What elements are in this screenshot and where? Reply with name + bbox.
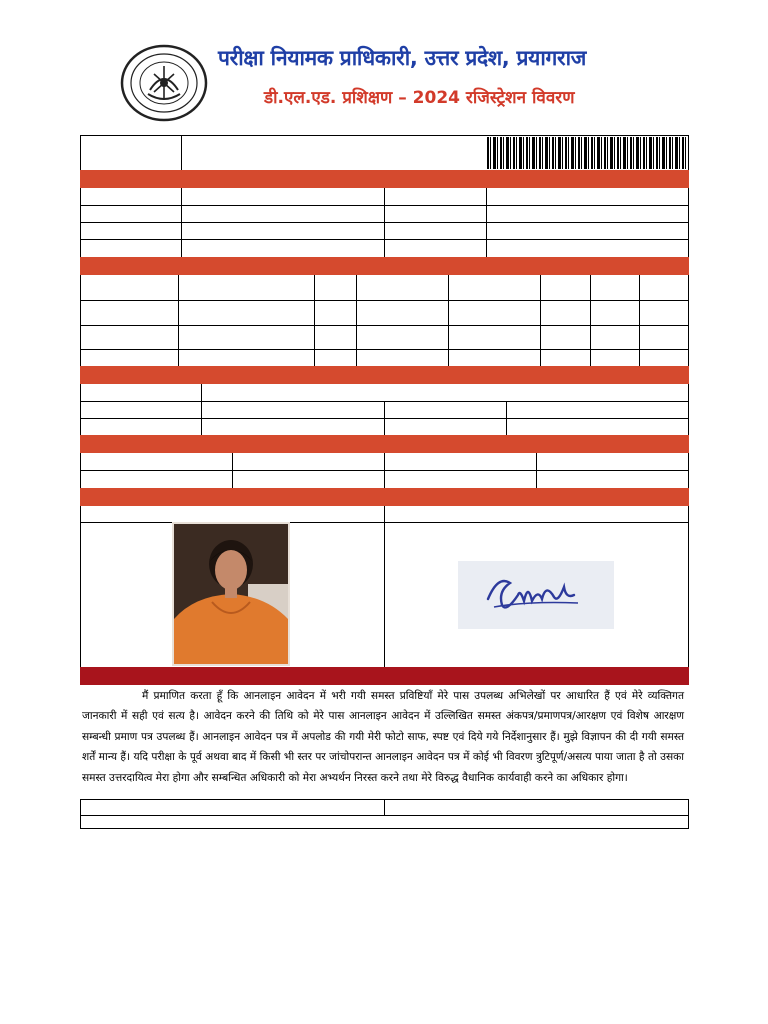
section-band-4 [80,435,689,453]
section-band-1 [80,170,689,188]
page-subtitle: डी.एल.एड. प्रशिक्षण – 2024 रजिस्ट्रेशन विवरण [264,88,575,108]
applicant-signature [458,561,614,629]
up-state-emblem-icon [120,44,208,122]
applicant-photo [172,522,290,666]
barcode-icon [487,137,687,169]
page-title: परीक्षा नियामक प्राधिकारी, उत्तर प्रदेश, प्रयागराज [218,46,586,70]
section-band-bottom [80,667,689,685]
section-band-3 [80,366,689,384]
declaration-text: मैं प्रमाणित करता हूँ कि आनलाइन आवेदन में भरी गयी समस्त प्रविष्टियाँ मेरे पास उपलब्ध अभिलेखों पर आधारित हैं एवं मेरे व्यक्तिगत जानकारी में सही एवं सत्य है। आवेदन करने की तिथि को मेरे पास आनलाइन आवेदन में उल्लिखित समस्त अंकपत्र/प्रमाणपत्र/आरक्षण एवं विशेष आरक्षण सम्बन्धी प्रमाण पत्र उपलब्ध हैं। आनलाइन आवेदन पत्र में अपलोड की गयी मेरी फोटो साफ, स्पष्ट एवं दिये गये निर्देशानुसार हैं। मुझे विज्ञापन की दी गयी समस्त शर्तें मान्य हैं। यदि परीक्षा के पूर्व अथवा बाद में किसी भी स्तर पर जांचोपरान्त आनलाइन आवेदन पत्र में कोई भी विवरण त्रुटिपूर्ण/असत्य पाया जाता है तो उसका समस्त उत्तरदायित्व मेरा होगा और सम्बन्धित अधिकारी को मेरा अभ्यर्थन निरस्त करने तथा मेरे विरुद्ध वैधानिक कार्यवाही करने का अधिकार होगा। [82,690,684,784]
section-band-2 [80,257,689,275]
table-divider [181,136,182,170]
section-band-5 [80,488,689,506]
